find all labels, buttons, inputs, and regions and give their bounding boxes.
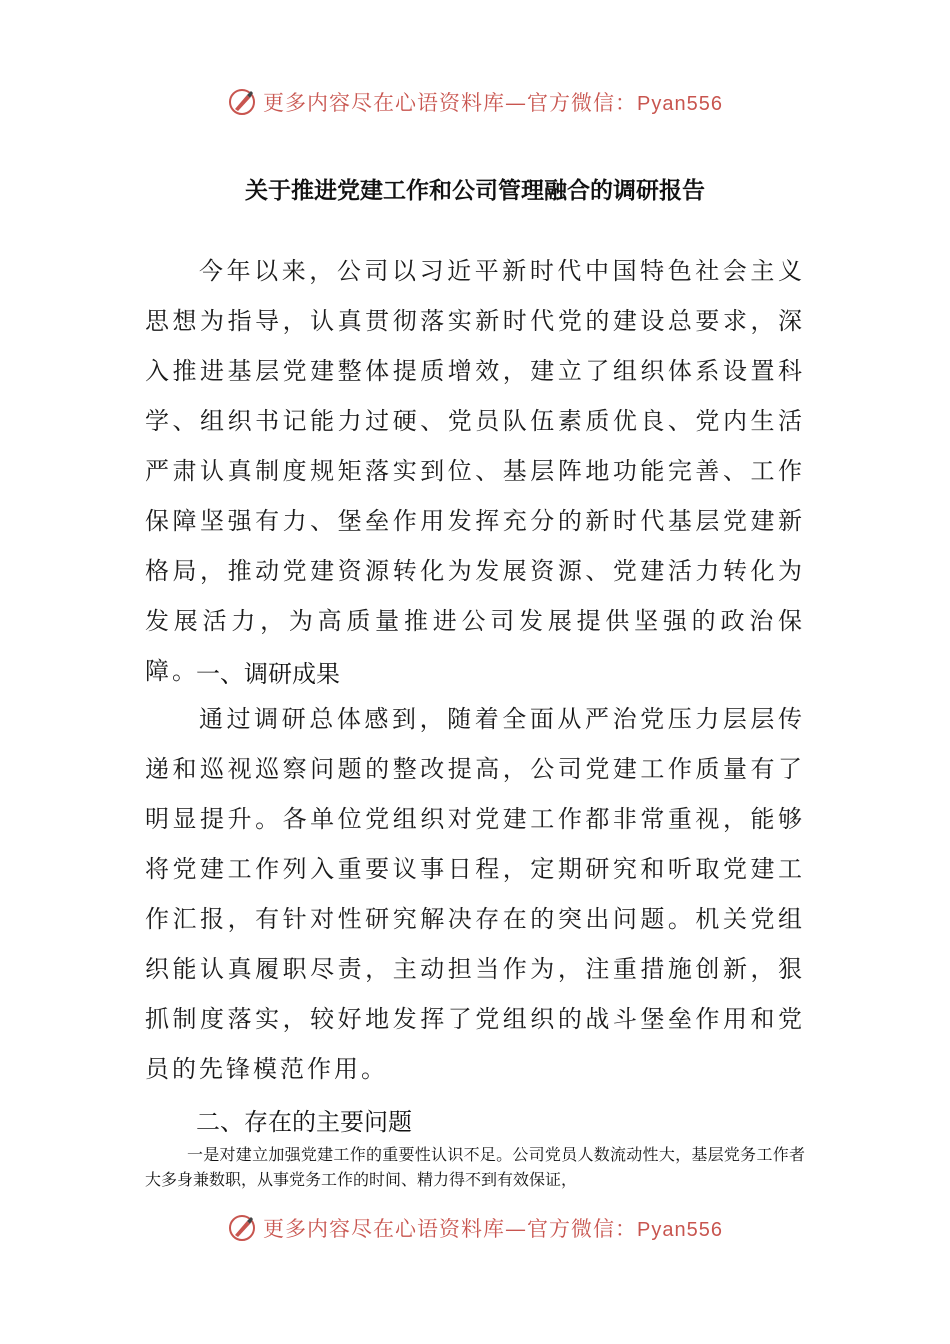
pen-nib-logo-icon (227, 1213, 257, 1243)
section1-heading: 一、调研成果 (196, 660, 340, 688)
watermark-text: 更多内容尽在心语资料库—官方微信：Pyan556 (263, 1217, 723, 1241)
pen-nib-logo-icon (227, 87, 257, 117)
section2-heading: 二、存在的主要问题 (196, 1108, 412, 1136)
document-title: 关于推进党建工作和公司管理融合的调研报告 (245, 178, 705, 204)
section2-paragraph: 一是对建立加强党建工作的重要性认识不足。公司党员人数流动性大，基层党务工作者大多身兼数职，从事党务工作的时间、精力得不到有效保证， (145, 1145, 805, 1189)
section1-paragraph: 通过调研总体感到，随着全面从严治党压力层层传递和巡视巡察问题的整改提高，公司党建工作质量有了明显提升。各单位党组织对党建工作都非常重视，能够将党建工作列入重要议事日程，定期研究和听取党建工作汇报，有针对性研究解决存在的突出问题。机关党组织能认真履职尽责，主动担当作为，注重措施创新，狠抓制度落实，较好地发挥了党组织的战斗堡垒作用和党员的先锋模范作用。 (145, 705, 805, 1083)
watermark-banner-bottom (0, 1208, 950, 1248)
watermark-banner-top (0, 82, 950, 122)
intro-paragraph: 今年以来，公司以习近平新时代中国特色社会主义思想为指导，认真贯彻落实新时代党的建设总要求，深入推进基层党建整体提质增效，建立了组织体系设置科学、组织书记能力过硬、党员队伍素质优良、党内生活严肃认真制度规矩落实到位、基层阵地功能完善、工作保障坚强有力、堡垒作用发挥充分的新时代基层党建新格局，推动党建资源转化为发展资源、党建活力转化为发展活力，为高质量推进公司发展提供坚强的政治保障。 (145, 257, 805, 685)
watermark-text: 更多内容尽在心语资料库—官方微信：Pyan556 (263, 91, 723, 115)
